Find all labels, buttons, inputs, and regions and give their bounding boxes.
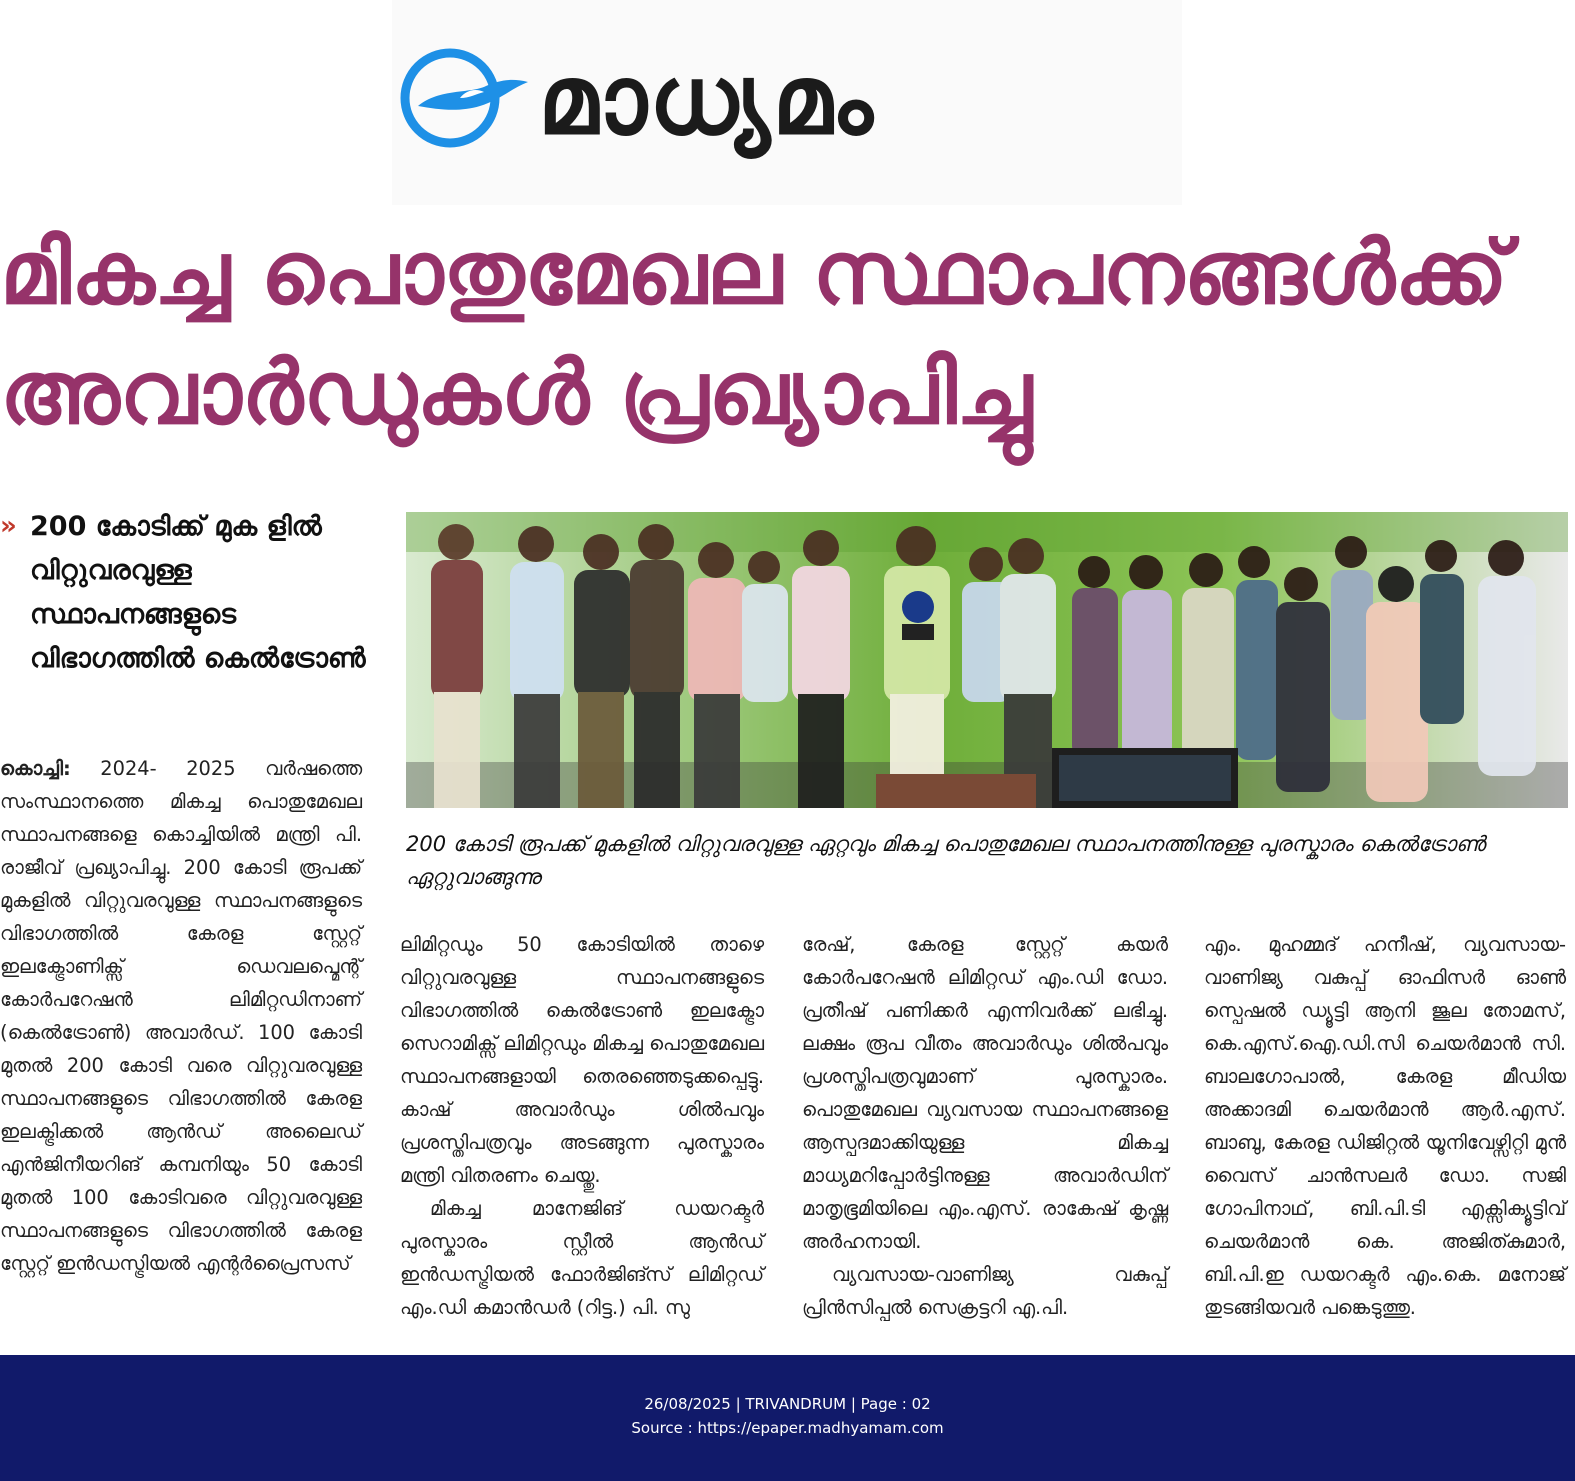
headline-line-1: മികച്ച പൊതുമേഖല സ്ഥാപനങ്ങൾക്ക് — [0, 221, 1508, 324]
article-column-4 — [1204, 928, 1566, 1324]
article-column-2-paragraph-1: ലിമിറ്റഡും 50 കോടിയിൽ താഴെ വിറ്റുവരവുള്ള സ്ഥാപനങ്ങളുടെ വിഭാഗത്തിൽ കെൽട്രോൺ ഇലക്ട്രോ സെറാമിക്സ് ലിമിറ്റഡും മികച്ച പൊതുമേഖല സ്ഥാപനങ്ങളായി തെരഞ്ഞെടുക്കപ്പെട്ടു. കാഷ് അവാർഡും ശിൽപവും പ്രശസ്തിപത്രവും അടങ്ങുന്ന പുരസ്കാരം മന്ത്രി വിതരണം ചെയ്തു. — [400, 933, 764, 1187]
article-column-2 — [400, 928, 764, 1324]
dateline: കൊച്ചി: — [0, 757, 71, 780]
article-column-3-paragraph-1: രേഷ്, കേരള സ്റ്റേറ്റ് കയർ കോർപറേഷൻ ലിമിറ്റഡ് എം.ഡി ഡോ. പ്രതീഷ് പണിക്കർ എന്നിവർക്ക് ലഭിച്ചു. ലക്ഷം രൂപ വീതം അവാർഡും ശിൽപവും പ്രശസ്തിപത്രവുമാണ് പുരസ്കാരം. പൊതുമേഖല വ്യവസായ സ്ഥാപനങ്ങളെ ആസ്പദമാക്കിയുള്ള മികച്ച മാധ്യമറിപ്പോർട്ടിനുള്ള അവാർഡിന് മാതൃഭൂമിയിലെ എം.എസ്. രാകേഷ് കൃഷ്ണ അർഹനായി. — [802, 933, 1168, 1253]
newspaper-logo-wordmark: മാധ്യമം — [538, 44, 875, 156]
subheadline-text: 200 കോടിക്ക് മുക ളിൽ വിറ്റുവരവുള്ള സ്ഥാപനങ്ങളുടെ വിഭാഗത്തിൽ കെൽട്രോൺ — [30, 511, 366, 674]
headline-line-2: അവാർഡുകൾ പ്രഖ്യാപിച്ചു — [0, 341, 1033, 444]
footer-bar — [0, 1355, 1575, 1481]
article-column-3 — [802, 928, 1168, 1324]
article-column-2-paragraph-2: മികച്ച മാനേജിങ് ഡയറക്ടർ പുരസ്കാരം സ്റ്റീൽ ആൻഡ് ഇൻഡസ്ട്രിയൽ ഫോർജിങ്സ് ലിമിറ്റഡ് എം.ഡി കമാൻഡർ (റിട്ട.) പി. സു — [400, 1197, 764, 1319]
photo-illustration — [406, 512, 1568, 808]
footer-source-link[interactable]: Source : https://epaper.madhyamam.com — [631, 1419, 944, 1437]
bird-logo-icon — [400, 48, 530, 148]
photo-caption: 200 കോടി രൂപക്ക് മുകളിൽ വിറ്റുവരവുള്ള ഏറ്റവും മികച്ച പൊതുമേഖല സ്ഥാപനത്തിനുള്ള പുരസ്കാരം കെൽട്രോൺ ഏറ്റുവാങ്ങുന്നു — [406, 832, 1486, 889]
award-ceremony-photo — [406, 512, 1568, 808]
article-column-1-text: 2024- 2025 വർഷത്തെ സംസ്ഥാനത്തെ മികച്ച പൊതുമേഖല സ്ഥാപനങ്ങളെ കൊച്ചിയിൽ മന്ത്രി പി. രാജീവ് പ്രഖ്യാപിച്ചു. 200 കോടി രൂപക്ക് മുകളിൽ വിറ്റുവരവുള്ള സ്ഥാപനങ്ങളുടെ വിഭാഗത്തിൽ കേരള സ്റ്റേറ്റ് ഇലക്ട്രോണിക്സ് ഡെവലപ്മെന്റ് കോർപറേഷൻ ലിമിറ്റഡിനാണ് (കെൽട്രോൺ) അവാർഡ്. 100 കോടി മുതൽ 200 കോടി വരെ വിറ്റുവരവുള്ള സ്ഥാപനങ്ങളുടെ വിഭാഗത്തിൽ കേരള ഇലക്ട്രിക്കൽ ആൻഡ് അലൈഡ് എൻജിനീയറിങ് കമ്പനിയും 50 കോടി മുതൽ 100 കോടിവരെ വിറ്റുവരവുള്ള സ്ഥാപനങ്ങളുടെ വിഭാഗത്തിൽ കേരള സ്റ്റേറ്റ് ഇൻഡസ്ട്രിയൽ എന്റർപ്രൈസസ് — [0, 757, 362, 1275]
masthead — [392, 0, 1182, 205]
article-column-4-text: എം. മുഹമ്മദ് ഹനീഷ്, വ്യവസായ-വാണിജ്യ വകുപ്പ് ഓഫിസർ ഓൺ സ്പെഷൽ ഡ്യൂട്ടി ആനി ജൂല തോമസ്, കെ.എസ്.ഐ.ഡി.സി ചെയർമാൻ സി. ബാലഗോപാൽ, കേരള മീഡിയ അക്കാദമി ചെയർമാൻ ആർ.എസ്. ബാബു, കേരള ഡിജിറ്റൽ യൂനിവേഴ്സിറ്റി മുൻ വൈസ് ചാൻസലർ ഡോ. സജി ഗോപിനാഥ്, ബി.പി.ടി എക്സിക്യൂട്ടിവ് ചെയർമാൻ കെ. അജിത്കുമാർ, ബി.പി.ഇ ഡയറക്ടർ എം.കെ. മനോജ് തുടങ്ങിയവർ പങ്കെടുത്തു. — [1204, 933, 1566, 1319]
article-column-3-paragraph-2: വ്യവസായ-വാണിജ്യ വകുപ്പ് പ്രിൻസിപ്പൽ സെക്രട്ടറി എ.പി. — [802, 1263, 1168, 1319]
article-column-1 — [0, 752, 362, 1280]
footer-edition-info: 26/08/2025 | TRIVANDRUM | Page : 02 — [644, 1395, 931, 1413]
chevron-marker-icon: » — [0, 511, 17, 541]
